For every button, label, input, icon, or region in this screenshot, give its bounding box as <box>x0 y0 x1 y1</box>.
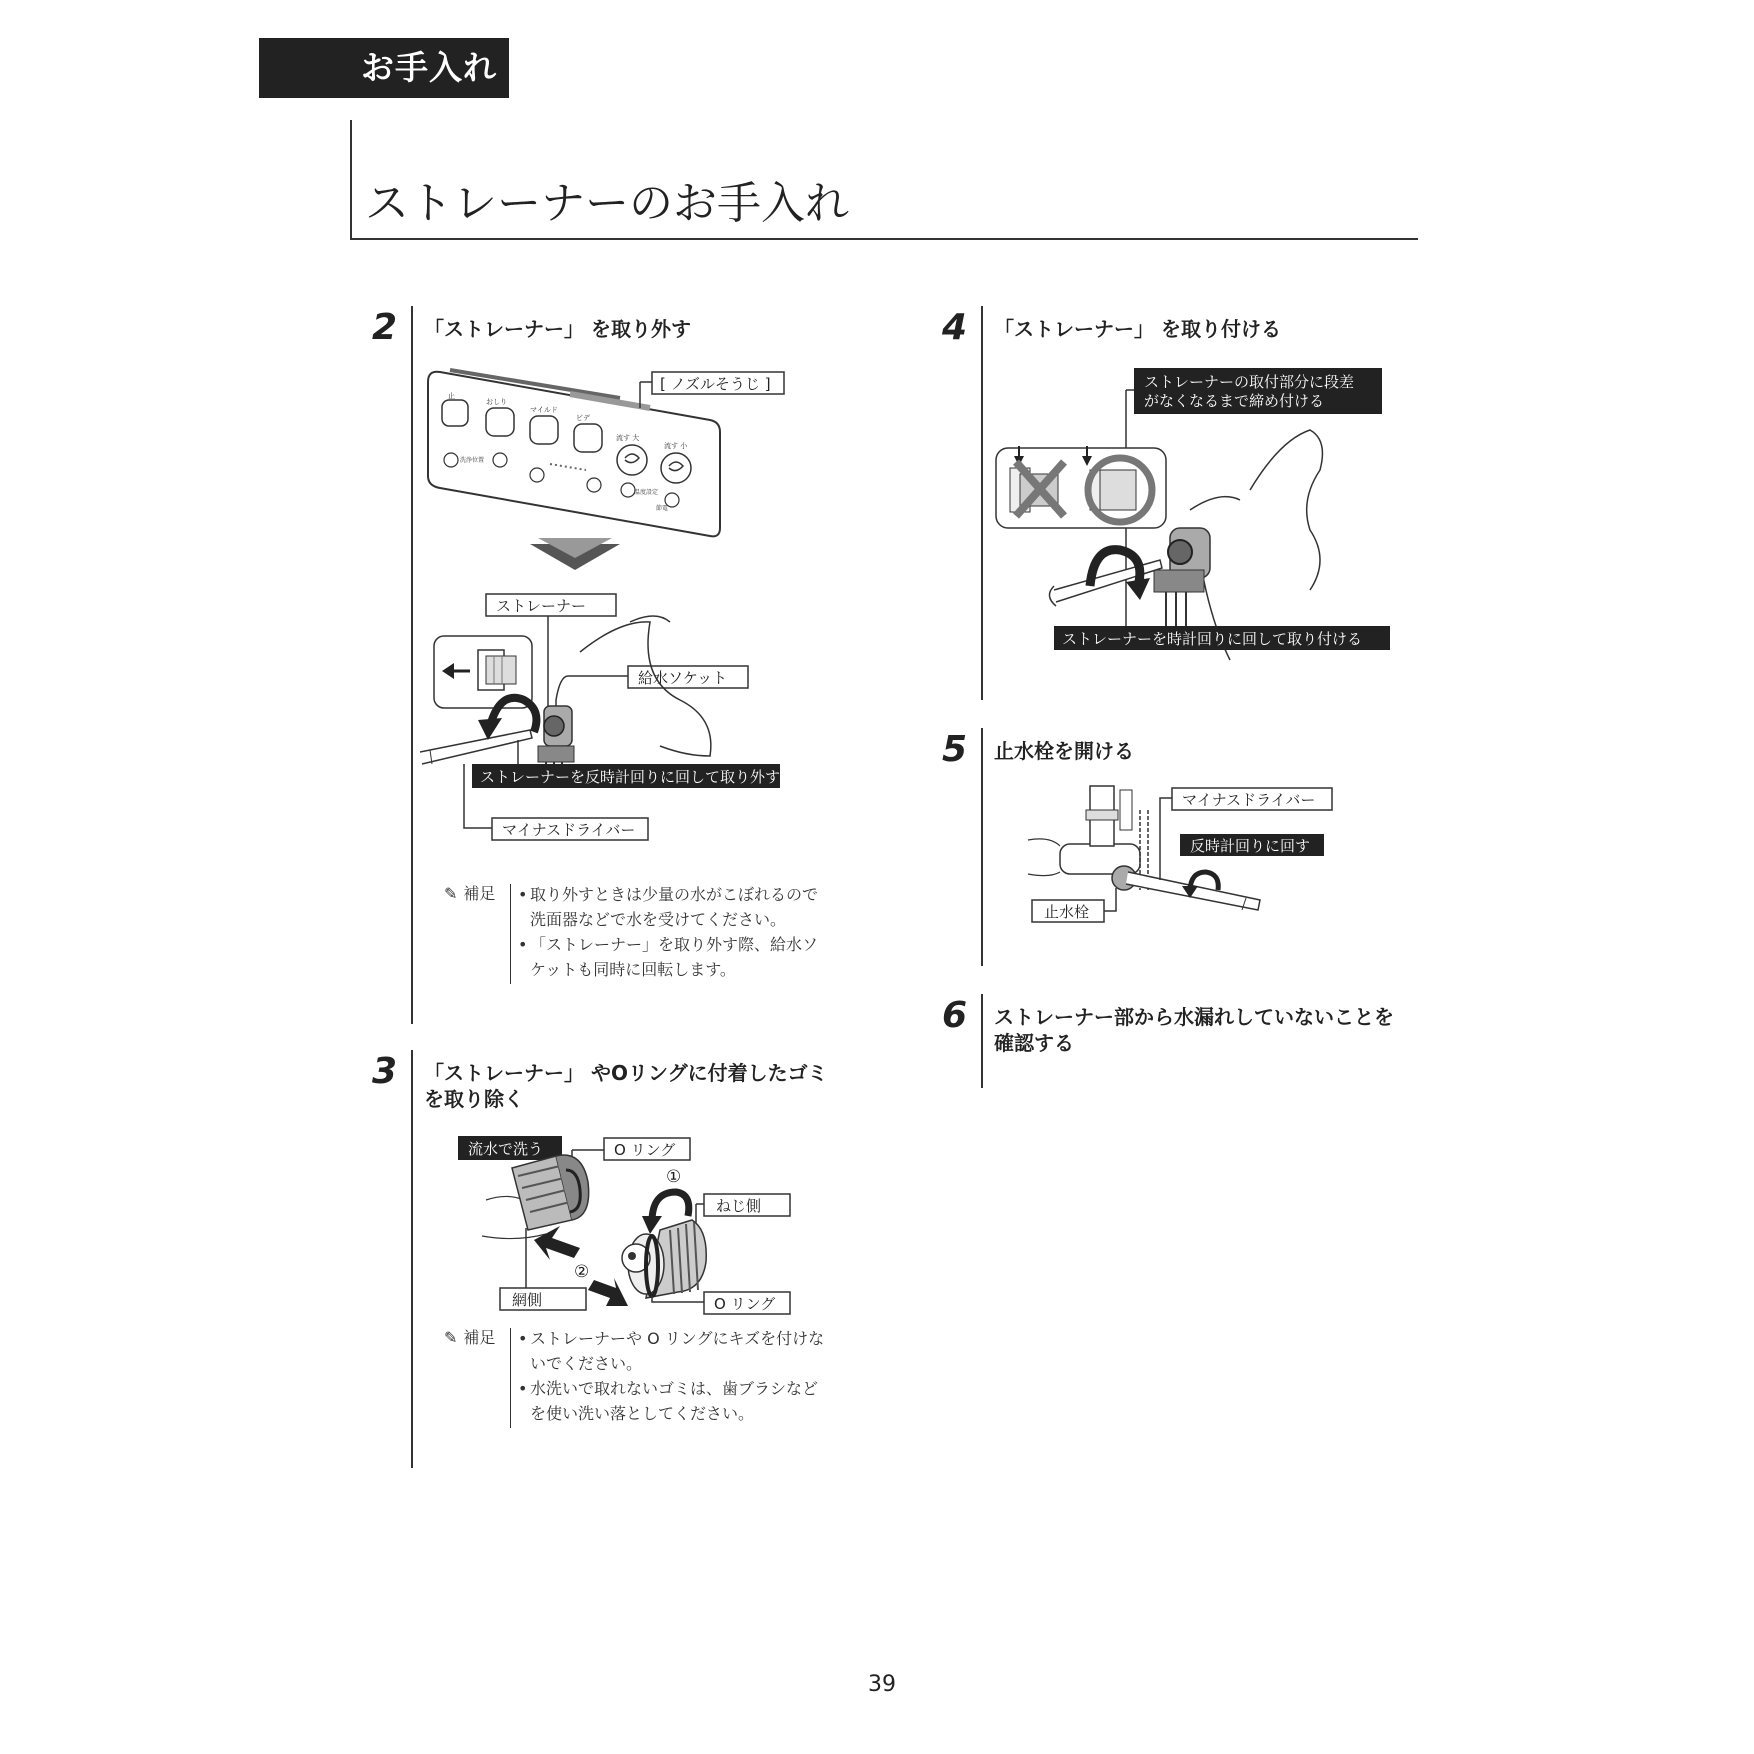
strainer-label: ストレーナー <box>496 597 587 615</box>
circled-1: ① <box>666 1167 682 1187</box>
screwdriver <box>420 730 532 764</box>
step-4-title: 「ストレーナー」 を取り付ける <box>994 317 1281 341</box>
oring-label-2: O リング <box>714 1295 776 1313</box>
tighten-label-line1: ストレーナーの取付部分に段差 <box>1144 373 1355 391</box>
step-3-note-label: ✎ 補足 <box>444 1328 496 1347</box>
remove-label: ストレーナーを反時計回りに回して取り外す <box>480 768 781 786</box>
page-number: 39 <box>868 1672 896 1697</box>
oshiri-button <box>486 408 514 436</box>
nozzle-label: [ ノズルそうじ ] <box>660 375 771 393</box>
step-5-rule <box>981 728 983 966</box>
step-2-rule <box>411 306 413 1024</box>
step-4-rule <box>981 306 983 700</box>
step-4-number: 4 <box>942 307 968 348</box>
remote-pressure-text: 洗浄位置 <box>460 457 485 464</box>
step-6-title-line1: ストレーナー部から水漏れしていないことを <box>994 1005 1394 1029</box>
remote-stop-text: 止 <box>448 392 455 400</box>
step-3-number: 3 <box>372 1051 398 1092</box>
valve-label: 止水栓 <box>1044 903 1090 921</box>
ccw-label: 反時計回りに回す <box>1190 837 1311 855</box>
remote-mild-text: マイルド <box>530 406 558 414</box>
strainer-mesh <box>512 1155 589 1230</box>
step-3-notes <box>518 1326 828 1426</box>
step-2-note-rule <box>510 884 511 984</box>
step-5-title: 止水栓を開ける <box>994 739 1134 763</box>
remote-flush-small-text: 流す 小 <box>664 442 688 450</box>
step-2-note-label: ✎ 補足 <box>444 884 496 903</box>
remote-oshiri-text: おしり <box>486 398 507 406</box>
mesh-side-label: 網側 <box>512 1291 543 1309</box>
step-2-title: 「ストレーナー」 を取り外す <box>424 317 691 341</box>
socket-piece <box>622 1220 706 1298</box>
arrow-right-icon <box>588 1278 628 1306</box>
step-3-title-line1: 「ストレーナー」 やOリングに付着したゴミ <box>424 1061 828 1085</box>
stop-button <box>442 400 468 426</box>
remote-flush-large-text: 流す 大 <box>616 434 640 442</box>
remote-temp-text: 温度設定 <box>634 489 659 496</box>
section-tab: お手入れ <box>259 38 509 98</box>
title-rule-horizontal <box>350 238 1418 240</box>
step-5-number: 5 <box>942 729 968 770</box>
flush-small-button <box>661 453 691 483</box>
step-3-rule <box>411 1050 413 1468</box>
mild-button <box>530 416 558 444</box>
flush-large-button <box>617 445 647 475</box>
wash-label: 流水で洗う <box>468 1140 544 1158</box>
screw-side-label: ねじ側 <box>716 1197 762 1215</box>
step-3-note-rule <box>510 1328 511 1428</box>
step-6-rule <box>981 994 983 1088</box>
page-title: ストレーナーのお手入れ <box>365 178 849 229</box>
step-2-notes <box>518 882 828 982</box>
remote-power-text: 節電 <box>656 505 669 512</box>
pencil-icon: ✎ <box>444 1328 458 1347</box>
step-6-title-line2: 確認する <box>994 1031 1074 1055</box>
remote-control <box>428 370 720 536</box>
attach-label: ストレーナーを時計回りに回して取り付ける <box>1062 630 1363 648</box>
note-item: • 取り外すときは少量の水がこぼれるので洗面器などで水を受けてください。 <box>518 882 828 932</box>
note-item: • ストレーナーや O リングにキズを付けないでください。 <box>518 1326 828 1376</box>
tighten-label-line2: がなくなるまで締め付ける <box>1144 392 1325 410</box>
step-6-number: 6 <box>942 995 968 1036</box>
arrow-left-icon <box>534 1226 580 1260</box>
pencil-icon: ✎ <box>444 884 458 903</box>
driver-label-step2: マイナスドライバー <box>502 821 636 839</box>
title-rule-vertical <box>350 120 352 240</box>
oring-label-1: O リング <box>614 1141 676 1159</box>
note-item: • 「ストレーナー」を取り外す際、給水ソケットも同時に回転します。 <box>518 932 828 982</box>
circled-2: ② <box>574 1262 590 1282</box>
socket-label: 給水ソケット <box>638 669 728 687</box>
note-item: • 水洗いで取れないゴミは、歯ブラシなどを使い洗い落としてください。 <box>518 1376 828 1426</box>
step-2-illustration <box>420 360 840 860</box>
step-4-illustration <box>990 360 1410 670</box>
driver-label-step5: マイナスドライバー <box>1182 791 1316 809</box>
step-3-title-line2: を取り除く <box>424 1087 524 1111</box>
step-3-illustration <box>456 1130 816 1330</box>
step-5-illustration <box>1020 780 1360 940</box>
bidet-button <box>574 424 602 452</box>
step-2-number: 2 <box>372 307 398 348</box>
remote-bidet-text: ビデ <box>576 414 590 422</box>
